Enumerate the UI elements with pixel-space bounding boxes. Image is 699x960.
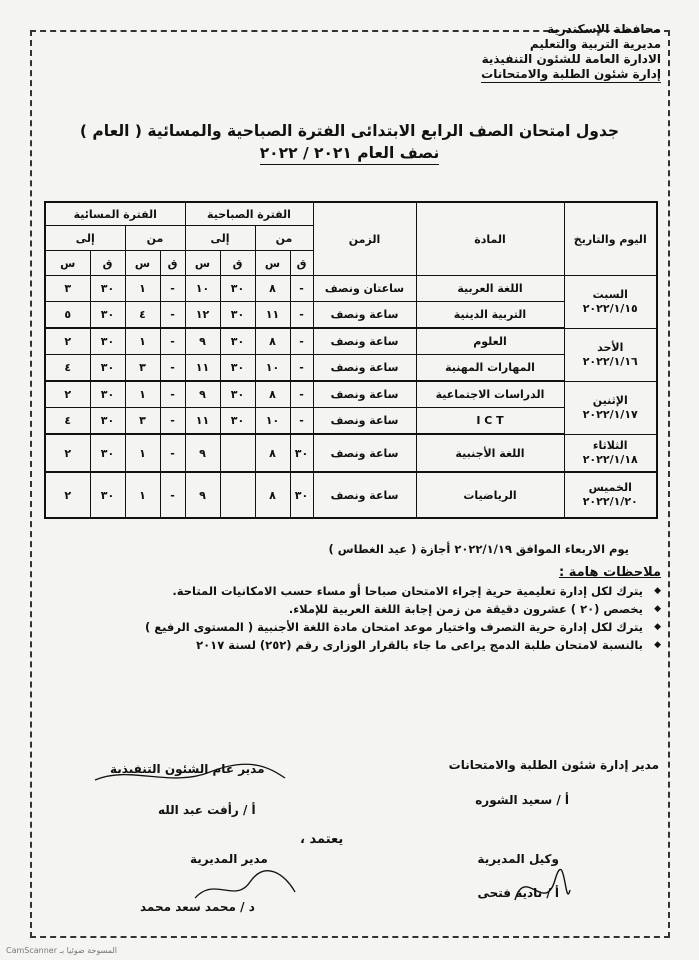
header-directorate: مديرية التربية والتعليم <box>529 37 661 51</box>
note-item: ◆ يترك لكل إدارة تعليمية حرية إجراء الامتحان صباحا أو مساء حسب الامكانيات المتاحة. <box>41 582 661 600</box>
morning-from-q: ٣٠ <box>290 472 313 518</box>
evening-to-q: ٣٠ <box>90 434 125 472</box>
subject-cell: الرياضيات <box>416 472 564 518</box>
evening-from-q: - <box>160 328 185 355</box>
morning-to-q: ٣٠ <box>220 328 255 355</box>
morning-from-q: - <box>290 302 313 329</box>
header-morning-to: إلى <box>185 226 255 251</box>
exam-schedule-table <box>44 201 658 519</box>
director-name: د / محمد سعد محمد <box>140 900 255 914</box>
morning-from-s: ٨ <box>255 434 290 472</box>
duration-cell: ساعة ونصف <box>313 381 416 408</box>
table-row <box>45 472 657 518</box>
header-s: س <box>185 251 220 276</box>
morning-from-q: - <box>290 328 313 355</box>
evening-from-s: ٣ <box>125 408 160 435</box>
day-date-cell <box>564 276 657 329</box>
evening-from-q: - <box>160 408 185 435</box>
deputy-title: وكيل المديرية <box>477 852 559 866</box>
header-morning-from: من <box>255 226 313 251</box>
day-name: السبت <box>592 287 628 301</box>
duration-cell: ساعة ونصف <box>313 434 416 472</box>
subject-cell: التربية الدينية <box>416 302 564 329</box>
subject-cell: المهارات المهنية <box>416 355 564 382</box>
note-item: ◆ يترك لكل إدارة حرية التصرف واختيار موعد امتحان مادة اللغة الأجنبية ( المستوى الرفيع ) <box>41 618 661 636</box>
header-s: س <box>255 251 290 276</box>
header-subject: المادة <box>416 202 564 276</box>
director-title: مدير المديرية <box>190 852 268 866</box>
evening-from-q: - <box>160 276 185 302</box>
day-date-cell <box>564 434 657 472</box>
subject-cell: I C T <box>416 408 564 435</box>
subject-cell: العلوم <box>416 328 564 355</box>
morning-to-q: ٣٠ <box>220 355 255 382</box>
evening-to-q: ٣٠ <box>90 328 125 355</box>
approve-label: يعتمد ، <box>300 832 344 847</box>
morning-to-s: ١٠ <box>185 276 220 302</box>
evening-to-q: ٣٠ <box>90 381 125 408</box>
morning-from-s: ١٠ <box>255 408 290 435</box>
morning-from-s: ١١ <box>255 302 290 329</box>
evening-to-s: ٣ <box>45 276 90 302</box>
subject-cell: اللغة العربية <box>416 276 564 302</box>
duration-cell: ساعتان ونصف <box>313 276 416 302</box>
evening-from-s: ١ <box>125 276 160 302</box>
morning-from-s: ٨ <box>255 276 290 302</box>
header-s: س <box>45 251 90 276</box>
evening-from-q: - <box>160 381 185 408</box>
subject-cell: الدراسات الاجتماعية <box>416 381 564 408</box>
header-q: ق <box>90 251 125 276</box>
evening-to-s: ٥ <box>45 302 90 329</box>
header-morning: الفترة الصباحية <box>185 202 313 226</box>
header-evening: الفترة المسائية <box>45 202 185 226</box>
morning-to-q: ٣٠ <box>220 302 255 329</box>
evening-from-s: ١ <box>125 472 160 518</box>
day-name: الأحد <box>597 340 624 354</box>
evening-to-q: ٣٠ <box>90 472 125 518</box>
day-date: ٢٠٢٢/١/١٧ <box>582 407 638 421</box>
morning-to-s: ١٢ <box>185 302 220 329</box>
evening-to-s: ٤ <box>45 408 90 435</box>
evening-from-q: - <box>160 355 185 382</box>
evening-from-q: - <box>160 472 185 518</box>
students-manager-name: أ / سعيد الشوره <box>475 793 569 807</box>
evening-from-q: - <box>160 434 185 472</box>
header-q: ق <box>290 251 313 276</box>
duration-cell: ساعة ونصف <box>313 472 416 518</box>
note-item: ◆ يخصص (٢٠ ) عشرون دقيقة من زمن إجابة اللغة العربية للإملاء. <box>41 600 661 618</box>
evening-from-s: ٤ <box>125 302 160 329</box>
exec-manager-title: مدير عام الشئون التنفيذية <box>110 762 265 776</box>
evening-to-s: ٢ <box>45 472 90 518</box>
morning-from-s: ١٠ <box>255 355 290 382</box>
students-manager-title: مدير إدارة شئون الطلبة والامتحانات <box>448 758 659 772</box>
morning-from-s: ٨ <box>255 381 290 408</box>
evening-from-s: ١ <box>125 381 160 408</box>
day-name: الإثنين <box>592 393 628 407</box>
evening-from-s: ٣ <box>125 355 160 382</box>
signature-scribble-deputy <box>505 860 575 920</box>
table-row <box>45 276 657 302</box>
morning-to-s: ١١ <box>185 408 220 435</box>
day-name: الخميس <box>588 481 632 494</box>
table-row <box>45 381 657 408</box>
header-duration: الزمن <box>313 202 416 276</box>
evening-to-s: ٢ <box>45 381 90 408</box>
morning-from-q: ٣٠ <box>290 434 313 472</box>
morning-to-s: ٩ <box>185 381 220 408</box>
notes-section <box>41 540 661 654</box>
header-evening-to: إلى <box>45 226 125 251</box>
duration-cell: ساعة ونصف <box>313 355 416 382</box>
exec-manager-name: أ / رأفت عبد الله <box>158 803 256 817</box>
morning-from-q: - <box>290 408 313 435</box>
scanner-watermark: CamScanner المسوحة ضوئيا بـ <box>6 946 118 955</box>
header-day-date: اليوم والتاريخ <box>564 202 657 276</box>
subject-cell: اللغة الأجنبية <box>416 434 564 472</box>
title-line-2: نصف العام ٢٠٢١ / ٢٠٢٢ <box>260 142 440 165</box>
evening-from-s: ١ <box>125 434 160 472</box>
morning-to-s: ٩ <box>185 328 220 355</box>
evening-to-q: ٣٠ <box>90 355 125 382</box>
day-date-cell <box>564 472 657 518</box>
evening-to-s: ٤ <box>45 355 90 382</box>
duration-cell: ساعة ونصف <box>313 328 416 355</box>
day-date-cell <box>564 328 657 381</box>
day-date: ٢٠٢٢/١/١٥ <box>582 301 638 315</box>
evening-from-s: ١ <box>125 328 160 355</box>
header-department: إدارة شئون الطلبة والامتحانات <box>481 67 661 81</box>
evening-to-s: ٢ <box>45 434 90 472</box>
document-header <box>431 22 661 83</box>
header-evening-from: من <box>125 226 185 251</box>
morning-from-q: - <box>290 381 313 408</box>
morning-to-s: ١١ <box>185 355 220 382</box>
deputy-name: أ / نادية فتحى <box>477 886 559 900</box>
morning-to-q: ٣٠ <box>220 276 255 302</box>
header-q: ق <box>160 251 185 276</box>
day-date: ٢٠٢٢/١/١٦ <box>582 354 638 368</box>
morning-to-s: ٩ <box>185 434 220 472</box>
signature-scribble-director <box>190 868 300 908</box>
morning-from-q: - <box>290 276 313 302</box>
notes-heading: ملاحظات هامة : <box>559 565 661 580</box>
evening-to-s: ٢ <box>45 328 90 355</box>
note-item: ◆ بالنسبة لامتحان طلبة الدمج يراعى ما جاء بالقرار الوزارى رقم (٢٥٢) لسنة ٢٠١٧ <box>41 636 661 654</box>
day-date: ٢٠٢٢/١/١٨ <box>582 452 638 466</box>
evening-to-q: ٣٠ <box>90 408 125 435</box>
evening-to-q: ٣٠ <box>90 276 125 302</box>
morning-to-q: ٣٠ <box>220 408 255 435</box>
header-s: س <box>125 251 160 276</box>
evening-from-q: - <box>160 302 185 329</box>
day-date-cell <box>564 381 657 434</box>
morning-to-s: ٩ <box>185 472 220 518</box>
morning-from-q: - <box>290 355 313 382</box>
day-name: الثلاثاء <box>592 438 628 452</box>
duration-cell: ساعة ونصف <box>313 408 416 435</box>
morning-to-q <box>220 434 255 472</box>
header-administration: الادارة العامة للشئون التنفيذية <box>481 52 661 66</box>
duration-cell: ساعة ونصف <box>313 302 416 329</box>
day-date: ٢٠٢٢/١/٢٠ <box>582 495 638 508</box>
holiday-note: يوم الاربعاء الموافق ٢٠٢٢/١/١٩ أجازة ( عيد الغطاس ) <box>328 542 629 556</box>
morning-to-q <box>220 472 255 518</box>
table-row <box>45 434 657 472</box>
document-title <box>40 120 659 165</box>
title-line-1: جدول امتحان الصف الرابع الابتدائى الفترة الصباحية والمسائية ( العام ) <box>79 122 620 140</box>
morning-from-s: ٨ <box>255 472 290 518</box>
morning-from-s: ٨ <box>255 328 290 355</box>
header-q: ق <box>220 251 255 276</box>
table-row <box>45 328 657 355</box>
evening-to-q: ٣٠ <box>90 302 125 329</box>
signature-scribble-exec <box>90 760 290 790</box>
morning-to-q: ٣٠ <box>220 381 255 408</box>
header-governorate: محافظة الإسكندرية <box>547 22 661 36</box>
